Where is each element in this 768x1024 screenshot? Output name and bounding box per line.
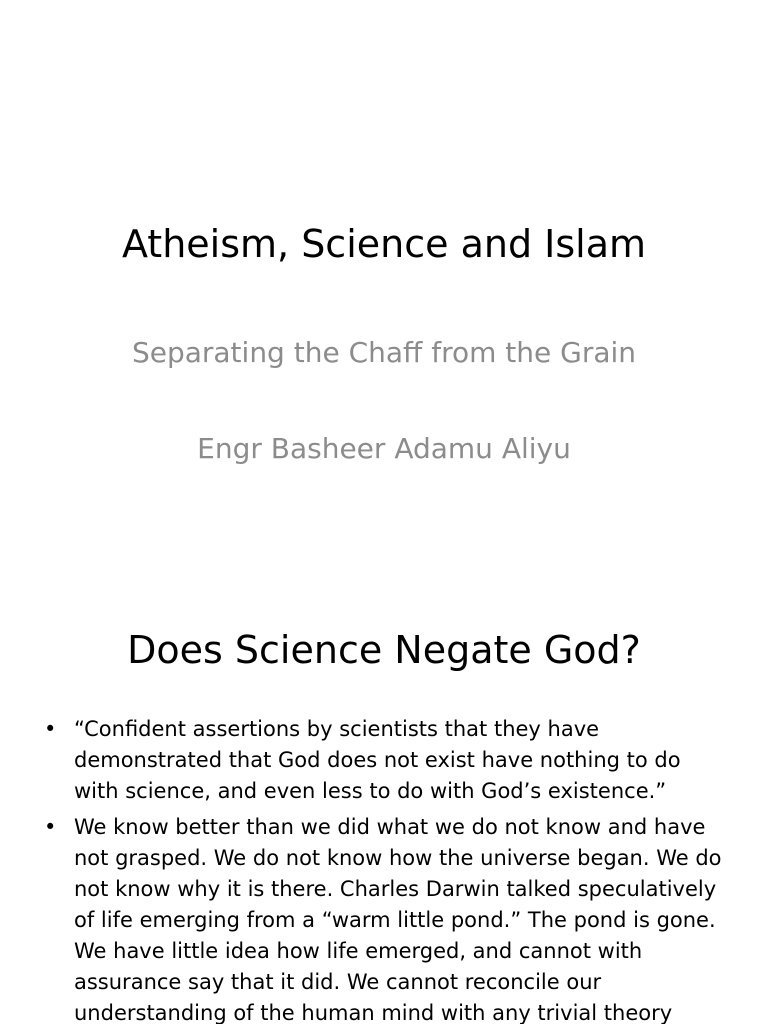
slide-heading: Does Science Negate God? (127, 628, 641, 672)
author-name: Engr Basheer Adamu Aliyu (197, 432, 571, 465)
bullet-marker: • (44, 815, 57, 839)
slide-subtitle: Separating the Chaff from the Grain (131, 336, 637, 369)
bullet-text: We know better than we did what we do not know and have not grasped. We do not know how the universe began. We do not know why it is there. Charles Darwin talked speculatively of life emerging from a “warm little pond.” The pond is gone. We have little idea how life emerged, and cannot with assurance say that it did. We cannot reconcile our understanding of the human mind with any trivial theory (74, 815, 722, 1024)
slide-title: Atheism, Science and Islam (121, 222, 647, 266)
content-slide (0, 576, 768, 1024)
bullet-text: “Confident assertions by scientists that they have demonstrated that God does not exist have nothing to do with science, and even less to do with God’s existence.” (74, 717, 681, 803)
bullet-item (44, 714, 724, 807)
bullet-list (44, 714, 724, 1024)
bullet-marker: • (44, 717, 57, 741)
bullet-item (44, 812, 724, 1024)
